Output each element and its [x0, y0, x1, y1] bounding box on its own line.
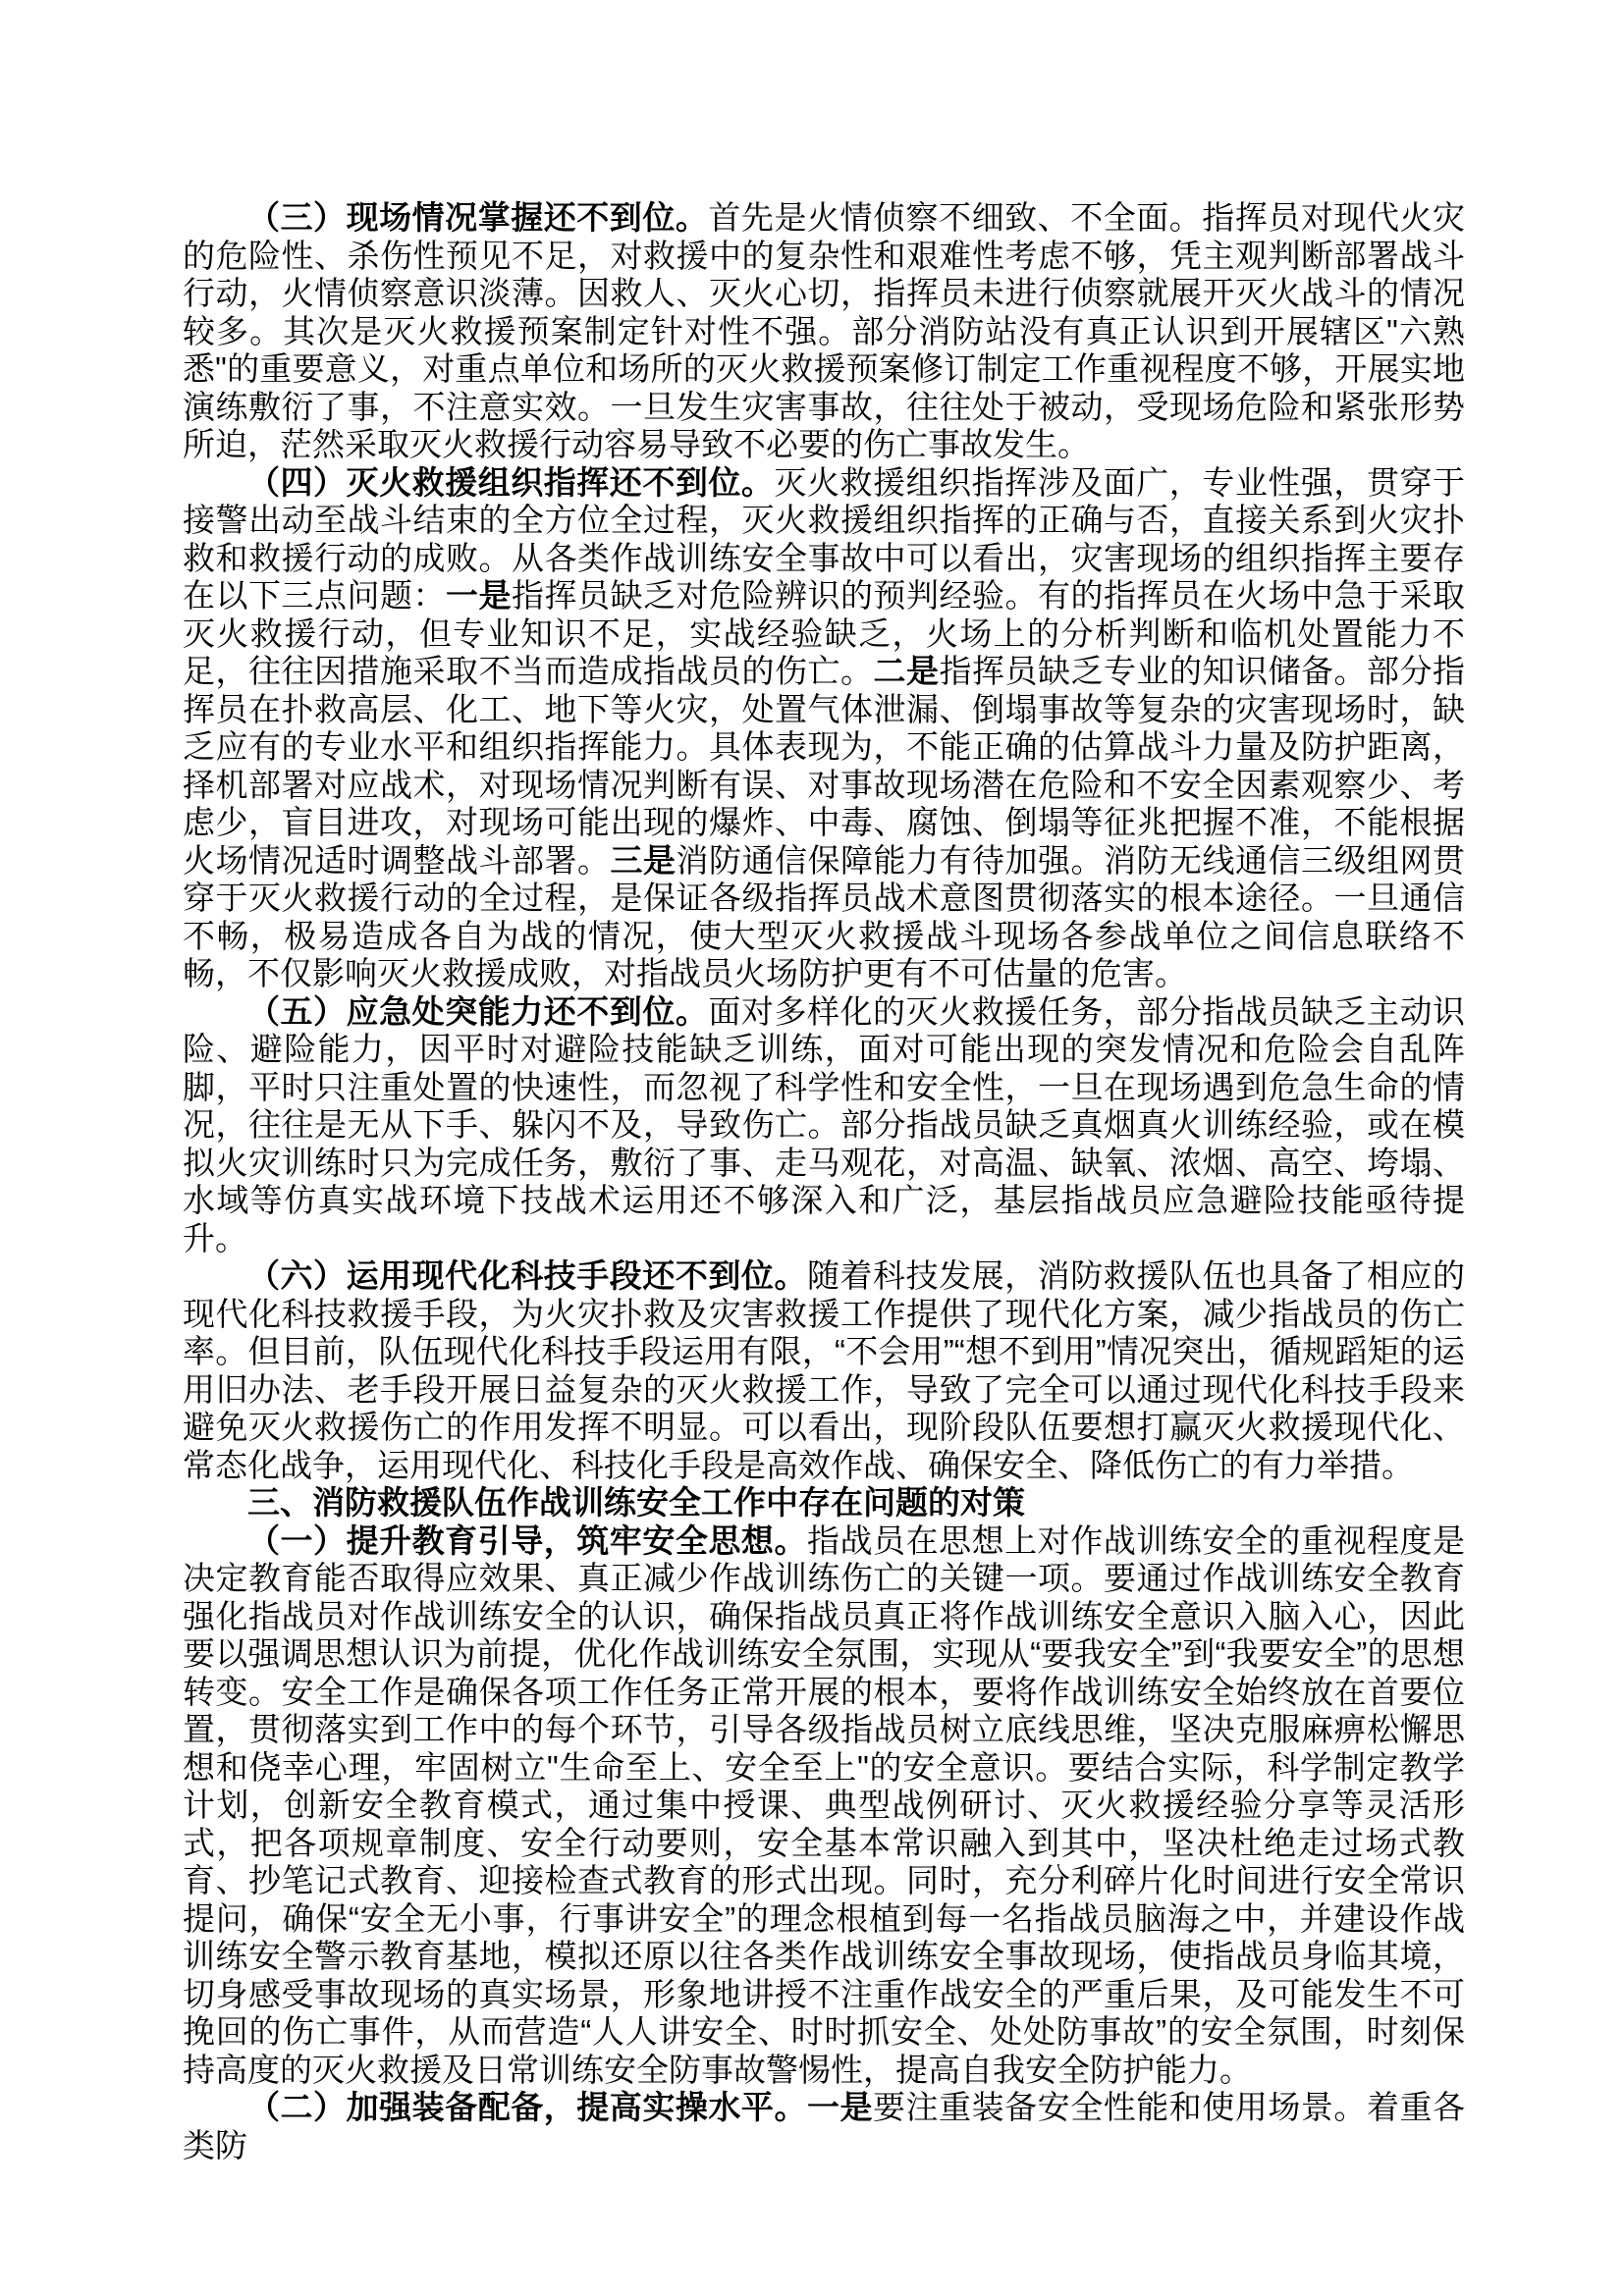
bold-lead-text: （四）灭火救援组织指挥还不到位。 [247, 463, 775, 501]
paragraph [183, 1522, 1465, 2090]
body-text: 指挥员缺乏专业的知识储备。部分指挥员在扑救高层、化工、地下等火灾，处置气体泄漏、倒塌事故等复杂的灾害现场时，缺乏应有的专业水平和组织指挥能力。具体表现为，不能正确的估算战斗力量及防护距离，择机部署对应战术，对现场情况判断有误、对事故现场潜在危险和不安全因素观察少、考虑少，盲目进攻，对现场可能出现的爆炸、中毒、腐蚀、倒塌等征兆把握不准，不能根据火场情况适时调整战斗部署。 [183, 653, 1465, 879]
bold-lead-text: 一是 [446, 577, 512, 614]
body-text: 首先是火情侦察不细致、不全面。指挥员对现代火灾的危险性、杀伤性预见不足，对救援中的复杂性和艰难性考虑不够，凭主观判断部署战斗行动，火情侦察意识淡薄。因救人、灭火心切，指挥员未进行侦察就展开灭火战斗的情况较多。其次是灭火救援预案制定针对性不强。部分消防站没有真正认识到开展辖区"六熟悉"的重要意义，对重点单位和场所的灭火救援预案修订制定工作重视程度不够，开展实地演练敷衍了事，不注意实效。一旦发生灾害事故，往往处于被动，受现场危险和紧张形势所迫，茫然采取灭火救援行动容易导致不必要的伤亡事故发生。 [183, 199, 1466, 462]
section-heading [183, 1484, 1465, 1522]
bold-lead-text: （一）提升教育引导，筑牢安全思想。 [247, 1522, 807, 1559]
body-text: 消防通信保障能力有待加强。消防无线通信三级组网贯穿于灭火救援行动的全过程，是保证各级指挥员战术意图贯彻落实的根本途径。一旦通信不畅，极易造成各自为战的情况，使大型灭火救援战斗现场各参战单位之间信息联络不畅，不仅影响灭火救援成败，对指战员火场防护更有不可估量的危害。 [183, 841, 1465, 991]
body-text: 要注重装备安全性能和使用场景。着重各类防 [183, 2089, 1466, 2163]
body-text: 随着科技发展，消防救援队伍也具备了相应的现代化科技救援手段，为火灾扑救及灾害救援工作提供了现代化方案，减少指战员的伤亡率。但目前，队伍现代化科技手段运用有限，“不会用”“想不到用”情况突出，循规蹈矩的运用旧办法、老手段开展日益复杂的灭火救援工作，导致了完全可以通过现代化科技手段来避免灭火救援伤亡的作用发挥不明显。可以看出，现阶段队伍要想打赢灭火救援现代化、常态化战争，运用现代化、科技化手段是高效作战、确保安全、降低伤亡的有力举措。 [183, 1257, 1466, 1483]
body-text: 灭火救援组织指挥涉及面广，专业性强，贯穿于接警出动至战斗结束的全方位全过程，灭火救援组织指挥的正确与否，直接关系到火灾扑救和救援行动的成败。从各类作战训练安全事故中可以看出，灾害现场的组织指挥主要存在以下三点问题： [183, 463, 1466, 614]
bold-lead-text: （五）应急处突能力还不到位。 [247, 992, 709, 1030]
paragraph [183, 199, 1465, 464]
bold-lead-text: 二是 [873, 653, 940, 689]
bold-lead-text: 三是 [610, 841, 677, 879]
document-body [183, 199, 1465, 2164]
bold-lead-text: 三、消防救援队伍作战训练安全工作中存在问题的对策 [247, 1484, 1025, 1521]
paragraph [183, 2089, 1465, 2164]
paragraph [183, 993, 1465, 1258]
bold-lead-text: （二）加强装备配备，提高实操水平。一是 [247, 2089, 874, 2125]
paragraph [183, 1257, 1465, 1484]
bold-lead-text: （六）运用现代化科技手段还不到位。 [247, 1257, 807, 1294]
body-text: 指挥员缺乏对危险辨识的预判经验。有的指挥员在火场中急于采取灭火救援行动，但专业知识不足，实战经验缺乏，火场上的分析判断和临机处置能力不足，往往因措施采取不当而造成指战员的伤亡。 [183, 577, 1465, 689]
body-text: 指战员在思想上对作战训练安全的重视程度是决定教育能否取得应效果、真正减少作战训练伤亡的关键一项。要通过作战训练安全教育强化指战员对作战训练安全的认识，确保指战员真正将作战训练安全意识入脑入心，因此要以强调思想认识为前提，优化作战训练安全氛围，实现从“要我安全”到“我要安全”的思想转变。安全工作是确保各项工作任务正常开展的根本，要将作战训练安全始终放在首要位置，贯彻落实到工作中的每个环节，引导各级指战员树立底线思维，坚决克服麻痹松懈思想和侥幸心理，牢固树立"生命至上、安全至上"的安全意识。要结合实际，科学制定教学计划，创新安全教育模式，通过集中授课、典型战例研讨、灭火救援经验分享等灵活形式，把各项规章制度、安全行动要则，安全基本常识融入到其中，坚决杜绝走过场式教育、抄笔记式教育、迎接检查式教育的形式出现。同时，充分利碎片化时间进行安全常识提问，确保“安全无小事，行事讲安全”的理念根植到每一名指战员脑海之中，并建设作战训练安全警示教育基地，模拟还原以往各类作战训练安全事故现场，使指战员身临其境，切身感受事故现场的真实场景，形象地讲授不注重作战安全的严重后果，及可能发生不可挽回的伤亡事件，从而营造“人人讲安全、时时抓安全、处处防事故”的安全氛围，时刻保持高度的灭火救援及日常训练安全防事故警惕性，提高自我安全防护能力。 [183, 1522, 1466, 2088]
bold-lead-text: （三）现场情况掌握还不到位。 [247, 199, 709, 236]
body-text: 面对多样化的灭火救援任务，部分指战员缺乏主动识险、避险能力，因平时对避险技能缺乏训练，面对可能出现的突发情况和危险会自乱阵脚，平时只注重处置的快速性，而忽视了科学性和安全性，一旦在现场遇到危急生命的情况，往往是无从下手、躲闪不及，导致伤亡。部分指战员缺乏真烟真火训练经验，或在模拟火灾训练时只为完成任务，敷衍了事、走马观花，对高温、缺氧、浓烟、高空、垮塌、水域等仿真实战环境下技战术运用还不够深入和广泛，基层指战员应急避险技能亟待提升。 [183, 992, 1466, 1256]
paragraph [183, 464, 1465, 993]
